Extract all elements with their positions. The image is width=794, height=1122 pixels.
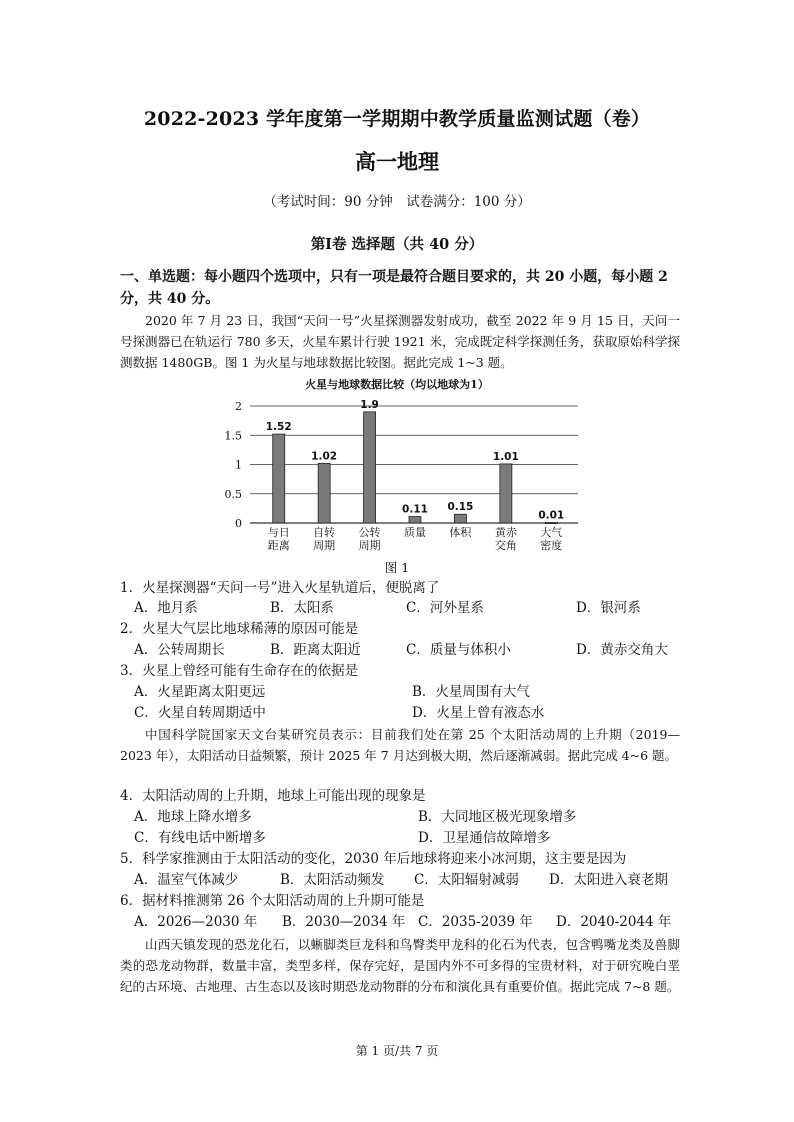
mars-earth-bar-chart	[224, 392, 588, 558]
question-3-option-d[interactable]: D．火星上曾有液态水	[412, 705, 545, 721]
chart-category-label: 与日	[267, 526, 290, 539]
chart-bar-2	[318, 463, 330, 523]
chart-category-label: 周期	[358, 539, 381, 552]
chart-category-label: 距离	[267, 539, 290, 552]
chart-bar-5	[454, 514, 466, 523]
chart-ytick-label: 2	[235, 400, 242, 413]
question-2-option-a[interactable]: A．公转周期长	[134, 642, 225, 658]
exam-subject: 高一地理	[355, 149, 439, 174]
question-2-option-c[interactable]: C．质量与体积小	[406, 642, 511, 658]
chart-ytick-label: 0.5	[224, 487, 242, 501]
chart-title: 火星与地球数据比较（均以地球为1）	[305, 378, 489, 391]
question-1-option-b[interactable]: B．太阳系	[270, 600, 334, 616]
chart-category-label: 密度	[540, 539, 563, 552]
question-4-stem: 4．太阳活动周的上升期，地球上可能出现的现象是	[120, 788, 426, 804]
chart-value-label: 1.01	[492, 450, 519, 463]
question-5-stem: 5．科学家推测由于太阳活动的变化，2030 年后地球将迎来小冰河期，这主要是因为	[120, 851, 627, 867]
question-6-option-d[interactable]: D．2040-2044 年	[556, 914, 672, 930]
question-2-stem: 2．火星大气层比地球稀薄的原因可能是	[120, 621, 359, 637]
question-4-option-b[interactable]: B．大同地区极光现象增多	[418, 809, 577, 825]
passage-1: 2020 年 7 月 23 日，我国“天问一号”火星探测器发射成功，截至 2022 年 9 月 15 日，天问一号探测器已在轨运行 780 多天，火星车累计行驶 1921 米，完成既定科学探测任务，获取原始科学探测数据 1480GB。图 1 为火星与地球数据比较图。据此完成 1~3 题。	[120, 313, 680, 370]
chart-value-label: 1.52	[265, 421, 292, 434]
question-5-option-d[interactable]: D．太阳进入衰老期	[549, 872, 668, 888]
question-6-option-a[interactable]: A．2026—2030 年	[134, 914, 258, 930]
chart-value-label: 1.9	[360, 398, 379, 411]
question-5-option-a[interactable]: A．温室气体减少	[134, 872, 239, 888]
chart-bar-4	[409, 517, 421, 523]
chart-category-label: 质量	[404, 526, 426, 539]
question-3-option-c[interactable]: C．火星自转周期适中	[134, 705, 266, 721]
chart-value-label: 0.01	[538, 509, 565, 522]
question-1-option-a[interactable]: A．地月系	[134, 600, 198, 616]
chart-category-label: 自转	[313, 526, 336, 539]
chart-value-label: 0.15	[447, 501, 474, 514]
question-1-option-c[interactable]: C．河外星系	[406, 600, 484, 616]
chart-category-label: 公转	[358, 526, 381, 539]
passage-2: 中国科学院国家天文台某研究员表示：目前我们处在第 25 个太阳活动周的上升期（2019—2023 年），太阳活动日益频繁，预计 2025 年 7 月达到极大期，然后逐渐减弱。据此完成 4~6 题。	[120, 727, 680, 763]
chart-bar-1	[273, 434, 285, 523]
chart-bar-3	[364, 412, 376, 523]
page-footer: 第 1 页/共 7 页	[355, 1044, 439, 1058]
question-1-option-d[interactable]: D．银河系	[576, 600, 641, 616]
question-6-stem: 6．据材料推测第 26 个太阳活动周的上升期可能是	[120, 893, 425, 909]
question-6-option-b[interactable]: B．2030—2034 年	[282, 914, 406, 930]
chart-bar-6	[500, 464, 512, 523]
question-4-option-d[interactable]: D．卫星通信故障增多	[418, 830, 551, 846]
chart-value-label: 1.02	[311, 450, 338, 463]
question-5-option-b[interactable]: B．太阳活动频发	[280, 872, 385, 888]
figure-caption: 图 1	[384, 560, 410, 575]
chart-ytick-label: 0	[235, 517, 242, 530]
question-3-option-b[interactable]: B．火星周围有大气	[412, 684, 530, 700]
question-4-option-a[interactable]: A．地球上降水增多	[134, 809, 252, 825]
question-1-stem: 1．火星探测器“天问一号”进入火星轨道后，便脱离了	[120, 580, 440, 596]
chart-category-label: 周期	[313, 539, 336, 552]
section-instructions: 一、单选题：每小题四个选项中，只有一项是最符合题目要求的，共 20 小题，每小题 2 分，共 40 分。	[120, 269, 668, 307]
exam-meta: （考试时间：90 分钟 试卷满分：100 分）	[263, 194, 531, 210]
chart-ytick-label: 1.5	[224, 429, 242, 443]
chart-category-label: 体积	[449, 526, 472, 539]
question-3-stem: 3．火星上曾经可能有生命存在的依据是	[120, 663, 359, 679]
exam-title: 2022-2023 学年度第一学期期中教学质量监测试题（卷）	[143, 108, 651, 130]
question-5-option-c[interactable]: C．太阳辐射减弱	[414, 872, 519, 888]
question-4-option-c[interactable]: C．有线电话中断增多	[134, 830, 266, 846]
chart-category-label: 交角	[494, 539, 517, 552]
chart-bar-7	[545, 522, 557, 523]
chart-category-label: 大气	[540, 526, 563, 539]
question-6-option-c[interactable]: C．2035-2039 年	[418, 914, 533, 930]
chart-category-label: 黄赤	[494, 526, 517, 539]
question-3-option-a[interactable]: A．火星距离太阳更远	[134, 684, 266, 700]
passage-3: 山西天镇发现的恐龙化石，以蜥脚类巨龙科和鸟臀类甲龙科的化石为代表，包含鸭嘴龙类及兽脚类的恐龙动物群，数量丰富，类型多样，保存完好，是国内外不可多得的宝贵材料，对于研究晚白垩纪的古环境、古地理、古生态以及该时期恐龙动物群的分布和演化具有重要价值。据此完成 7~8 题。	[120, 937, 680, 994]
question-2-option-d[interactable]: D．黄赤交角大	[576, 642, 668, 658]
section-title: 第Ⅰ卷 选择题（共 40 分）	[310, 236, 484, 253]
chart-value-label: 0.11	[402, 503, 428, 516]
chart-ytick-label: 1	[235, 458, 242, 472]
question-2-option-b[interactable]: B．距离太阳近	[270, 642, 361, 658]
